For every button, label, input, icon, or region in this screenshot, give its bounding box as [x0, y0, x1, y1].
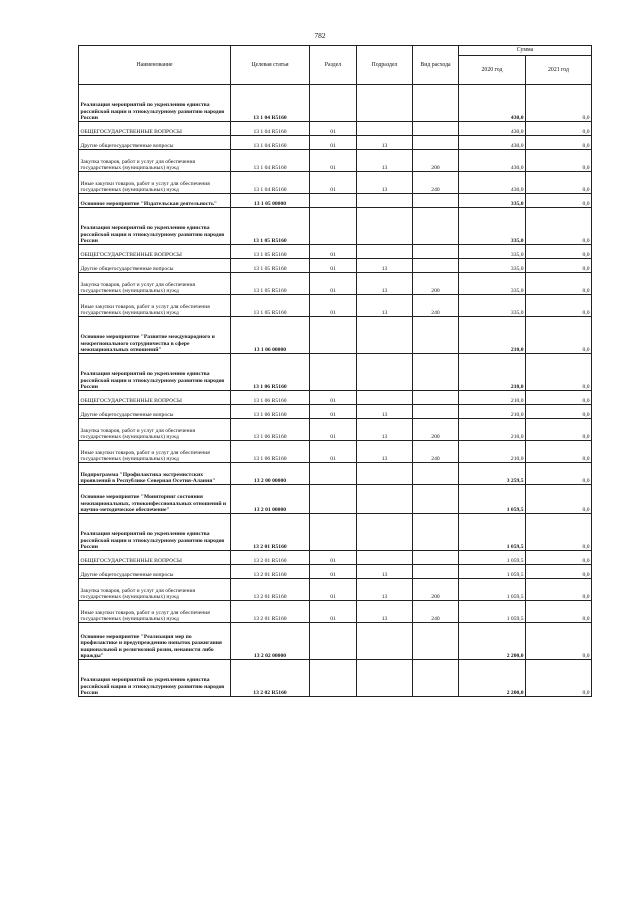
- cell-y2021: 0,0: [526, 259, 592, 273]
- cell-code: 13 1 05 R5160: [231, 295, 310, 317]
- cell-y2020: 430,0: [459, 150, 526, 172]
- cell-exp: [413, 259, 459, 273]
- cell-sub: 13: [357, 601, 413, 623]
- cell-sec: [310, 208, 357, 245]
- cell-sec: [310, 485, 357, 514]
- cell-y2020: 210,0: [459, 391, 526, 405]
- cell-sec: [310, 317, 357, 354]
- cell-sub: [357, 354, 413, 391]
- cell-exp: [413, 208, 459, 245]
- cell-name: Основное мероприятие "Реализация мер по профилактике и предупреждению попыток разжигания национальной и религиозной розни, ненависти либо вражды": [79, 623, 231, 660]
- cell-y2020: 335,0: [459, 208, 526, 245]
- cell-sec: 01: [310, 172, 357, 194]
- table-body: [79, 85, 592, 697]
- cell-code: 13 1 06 R5160: [231, 405, 310, 419]
- cell-name: Реализация мероприятий по укреплению единства российской нации и этнокультурному развитию народов России: [79, 354, 231, 391]
- table-row: [79, 245, 592, 259]
- table-row: [79, 405, 592, 419]
- cell-exp: 240: [413, 601, 459, 623]
- cell-exp: [413, 463, 459, 485]
- cell-y2020: 1 059,5: [459, 551, 526, 565]
- cell-name: ОБЩЕГОСУДАРСТВЕННЫЕ ВОПРОСЫ: [79, 122, 231, 136]
- cell-sub: [357, 317, 413, 354]
- cell-name: Иные закупки товаров, работ и услуг для обеспечения государственных (муниципальных) нужд: [79, 601, 231, 623]
- cell-exp: [413, 514, 459, 551]
- cell-y2021: 0,0: [526, 136, 592, 150]
- cell-y2020: 1 059,5: [459, 579, 526, 601]
- cell-code: 13 1 06 00000: [231, 317, 310, 354]
- cell-sec: 01: [310, 136, 357, 150]
- cell-y2020: 430,0: [459, 85, 526, 122]
- cell-sec: [310, 623, 357, 660]
- cell-exp: [413, 405, 459, 419]
- cell-y2021: 0,0: [526, 245, 592, 259]
- cell-code: 13 1 04 R5160: [231, 172, 310, 194]
- table-row: [79, 660, 592, 697]
- cell-name: Основное мероприятие "Развитие международного и межрегионального сотрудничества в сфере межнациональных отношений": [79, 317, 231, 354]
- cell-name: Другие общегосударственные вопросы: [79, 405, 231, 419]
- cell-code: 13 1 04 R5160: [231, 122, 310, 136]
- cell-sub: [357, 122, 413, 136]
- cell-sec: 01: [310, 405, 357, 419]
- cell-y2020: 335,0: [459, 194, 526, 208]
- cell-sub: 13: [357, 136, 413, 150]
- cell-y2021: 0,0: [526, 317, 592, 354]
- table-row: [79, 122, 592, 136]
- table-row: [79, 295, 592, 317]
- cell-y2020: 210,0: [459, 405, 526, 419]
- cell-y2020: 335,0: [459, 259, 526, 273]
- cell-exp: 200: [413, 579, 459, 601]
- cell-exp: [413, 317, 459, 354]
- cell-y2020: 210,0: [459, 354, 526, 391]
- table-row: [79, 623, 592, 660]
- cell-y2020: 430,0: [459, 122, 526, 136]
- cell-sec: 01: [310, 551, 357, 565]
- cell-sub: 13: [357, 579, 413, 601]
- cell-code: 13 1 05 R5160: [231, 245, 310, 259]
- cell-exp: [413, 85, 459, 122]
- cell-code: 13 1 05 R5160: [231, 273, 310, 295]
- cell-y2020: 210,0: [459, 419, 526, 441]
- cell-code: 13 1 06 R5160: [231, 354, 310, 391]
- table-row: [79, 441, 592, 463]
- table-row: [79, 579, 592, 601]
- cell-sec: 01: [310, 122, 357, 136]
- cell-sec: 01: [310, 391, 357, 405]
- header-subsection: Подраздел: [357, 46, 413, 85]
- cell-y2021: 0,0: [526, 441, 592, 463]
- cell-y2021: 0,0: [526, 463, 592, 485]
- cell-y2020: 1 059,5: [459, 485, 526, 514]
- cell-code: 13 2 00 00000: [231, 463, 310, 485]
- cell-sec: 01: [310, 565, 357, 579]
- cell-y2021: 0,0: [526, 565, 592, 579]
- cell-code: 13 1 04 R5160: [231, 150, 310, 172]
- cell-y2021: 0,0: [526, 660, 592, 697]
- cell-sub: 13: [357, 295, 413, 317]
- cell-sub: 13: [357, 419, 413, 441]
- cell-sub: [357, 485, 413, 514]
- cell-y2020: 430,0: [459, 136, 526, 150]
- cell-exp: 240: [413, 295, 459, 317]
- cell-y2021: 0,0: [526, 579, 592, 601]
- cell-sec: 01: [310, 150, 357, 172]
- header-section: Раздел: [310, 46, 357, 85]
- cell-name: ОБЩЕГОСУДАРСТВЕННЫЕ ВОПРОСЫ: [79, 551, 231, 565]
- cell-exp: 200: [413, 273, 459, 295]
- cell-y2020: 1 059,5: [459, 514, 526, 551]
- cell-sub: [357, 245, 413, 259]
- cell-sec: [310, 514, 357, 551]
- page-number: 782: [314, 31, 326, 40]
- cell-exp: [413, 245, 459, 259]
- cell-y2020: 2 200,0: [459, 660, 526, 697]
- cell-name: Иные закупки товаров, работ и услуг для обеспечения государственных (муниципальных) нужд: [79, 441, 231, 463]
- cell-y2020: 210,0: [459, 317, 526, 354]
- table-row: [79, 551, 592, 565]
- header-expense-type: Вид расхода: [413, 46, 459, 85]
- cell-code: 13 2 01 R5160: [231, 579, 310, 601]
- cell-sub: 13: [357, 565, 413, 579]
- cell-y2020: 335,0: [459, 295, 526, 317]
- cell-exp: [413, 565, 459, 579]
- cell-y2021: 0,0: [526, 295, 592, 317]
- cell-y2021: 0,0: [526, 551, 592, 565]
- cell-code: 13 1 05 R5160: [231, 208, 310, 245]
- cell-sub: 13: [357, 150, 413, 172]
- header-sum: Сумма: [459, 46, 592, 56]
- cell-exp: [413, 391, 459, 405]
- cell-name: Реализация мероприятий по укреплению единства российской нации и этнокультурному развитию народов России: [79, 660, 231, 697]
- header-year-2021: 2021 год: [526, 56, 592, 85]
- cell-sub: [357, 551, 413, 565]
- cell-code: 13 1 06 R5160: [231, 419, 310, 441]
- cell-y2021: 0,0: [526, 623, 592, 660]
- cell-y2020: 335,0: [459, 245, 526, 259]
- cell-exp: [413, 623, 459, 660]
- cell-sec: [310, 354, 357, 391]
- cell-exp: [413, 551, 459, 565]
- cell-sub: [357, 660, 413, 697]
- cell-name: Реализация мероприятий по укреплению единства российской нации и этнокультурному развитию народов России: [79, 514, 231, 551]
- cell-sub: [357, 208, 413, 245]
- table-row: [79, 391, 592, 405]
- cell-code: 13 1 06 R5160: [231, 391, 310, 405]
- cell-sec: 01: [310, 259, 357, 273]
- cell-y2021: 0,0: [526, 150, 592, 172]
- cell-sub: [357, 194, 413, 208]
- table-row: [79, 463, 592, 485]
- cell-exp: [413, 485, 459, 514]
- cell-y2020: 430,0: [459, 172, 526, 194]
- cell-sub: [357, 514, 413, 551]
- cell-y2020: 335,0: [459, 273, 526, 295]
- cell-sec: 01: [310, 273, 357, 295]
- cell-sub: [357, 623, 413, 660]
- cell-sub: 13: [357, 172, 413, 194]
- cell-exp: [413, 136, 459, 150]
- cell-y2021: 0,0: [526, 172, 592, 194]
- cell-y2021: 0,0: [526, 391, 592, 405]
- cell-y2020: 2 200,0: [459, 623, 526, 660]
- cell-y2021: 0,0: [526, 273, 592, 295]
- cell-exp: [413, 194, 459, 208]
- cell-code: 13 1 04 R5160: [231, 136, 310, 150]
- cell-name: Иные закупки товаров, работ и услуг для обеспечения государственных (муниципальных) нужд: [79, 172, 231, 194]
- cell-exp: [413, 122, 459, 136]
- cell-sub: 13: [357, 441, 413, 463]
- cell-y2021: 0,0: [526, 194, 592, 208]
- cell-code: 13 1 05 00000: [231, 194, 310, 208]
- table-row: [79, 172, 592, 194]
- cell-exp: [413, 660, 459, 697]
- cell-y2021: 0,0: [526, 122, 592, 136]
- table-row: [79, 485, 592, 514]
- cell-name: Закупка товаров, работ и услуг для обеспечения государственных (муниципальных) нужд: [79, 419, 231, 441]
- cell-code: 13 2 01 R5160: [231, 514, 310, 551]
- cell-y2020: 210,0: [459, 441, 526, 463]
- cell-exp: [413, 354, 459, 391]
- cell-exp: 240: [413, 441, 459, 463]
- cell-name: Иные закупки товаров, работ и услуг для обеспечения государственных (муниципальных) нужд: [79, 295, 231, 317]
- cell-name: Подпрограмма "Профилактика экстремистских проявлений в Республике Северная Осетия-Алания": [79, 463, 231, 485]
- cell-sec: 01: [310, 601, 357, 623]
- table-row: [79, 419, 592, 441]
- cell-name: Основное мероприятие "Издательская деятельность": [79, 194, 231, 208]
- cell-sec: [310, 194, 357, 208]
- cell-name: Другие общегосударственные вопросы: [79, 136, 231, 150]
- cell-name: Основное мероприятие "Мониторинг состояния межнациональных, этноконфессиональных отношений и научно-методическое обеспечение": [79, 485, 231, 514]
- cell-sec: 01: [310, 245, 357, 259]
- cell-code: 13 2 01 R5160: [231, 601, 310, 623]
- cell-name: Закупка товаров, работ и услуг для обеспечения государственных (муниципальных) нужд: [79, 579, 231, 601]
- cell-y2021: 0,0: [526, 514, 592, 551]
- cell-y2020: 1 059,5: [459, 565, 526, 579]
- cell-sub: [357, 463, 413, 485]
- cell-y2021: 0,0: [526, 419, 592, 441]
- cell-exp: 240: [413, 172, 459, 194]
- cell-code: 13 1 04 R5160: [231, 85, 310, 122]
- cell-y2020: 3 259,5: [459, 463, 526, 485]
- cell-sec: 01: [310, 441, 357, 463]
- cell-sec: 01: [310, 579, 357, 601]
- cell-code: 13 2 02 R5160: [231, 660, 310, 697]
- table-row: [79, 565, 592, 579]
- cell-sec: 01: [310, 419, 357, 441]
- cell-sec: 01: [310, 295, 357, 317]
- cell-sub: 13: [357, 259, 413, 273]
- cell-code: 13 2 01 R5160: [231, 551, 310, 565]
- table-row: [79, 136, 592, 150]
- cell-y2021: 0,0: [526, 485, 592, 514]
- header-name: Наименование: [79, 46, 231, 85]
- cell-name: Закупка товаров, работ и услуг для обеспечения государственных (муниципальных) нужд: [79, 150, 231, 172]
- table-row: [79, 194, 592, 208]
- cell-sec: [310, 85, 357, 122]
- cell-exp: 200: [413, 419, 459, 441]
- table-row: [79, 354, 592, 391]
- header-code: Целевая статья: [231, 46, 310, 85]
- cell-y2020: 1 059,5: [459, 601, 526, 623]
- cell-name: ОБЩЕГОСУДАРСТВЕННЫЕ ВОПРОСЫ: [79, 391, 231, 405]
- cell-y2021: 0,0: [526, 405, 592, 419]
- cell-sec: [310, 463, 357, 485]
- table-row: [79, 601, 592, 623]
- cell-name: Другие общегосударственные вопросы: [79, 565, 231, 579]
- cell-name: Закупка товаров, работ и услуг для обеспечения государственных (муниципальных) нужд: [79, 273, 231, 295]
- table-row: [79, 273, 592, 295]
- cell-code: 13 2 01 00000: [231, 485, 310, 514]
- cell-name: Реализация мероприятий по укреплению единства российской нации и этнокультурному развитию народов России: [79, 208, 231, 245]
- budget-table: [78, 45, 592, 697]
- table-row: [79, 514, 592, 551]
- cell-y2021: 0,0: [526, 208, 592, 245]
- table-row: [79, 85, 592, 122]
- cell-sub: [357, 391, 413, 405]
- cell-sub: [357, 85, 413, 122]
- cell-sec: [310, 660, 357, 697]
- cell-name: ОБЩЕГОСУДАРСТВЕННЫЕ ВОПРОСЫ: [79, 245, 231, 259]
- table-row: [79, 259, 592, 273]
- cell-code: 13 1 05 R5160: [231, 259, 310, 273]
- header-year-2020: 2020 год: [459, 56, 526, 85]
- cell-code: 13 2 01 R5160: [231, 565, 310, 579]
- table-row: [79, 317, 592, 354]
- table-row: [79, 208, 592, 245]
- cell-name: Другие общегосударственные вопросы: [79, 259, 231, 273]
- cell-code: 13 1 06 R5160: [231, 441, 310, 463]
- cell-sub: 13: [357, 405, 413, 419]
- cell-y2021: 0,0: [526, 601, 592, 623]
- cell-y2021: 0,0: [526, 85, 592, 122]
- cell-sub: 13: [357, 273, 413, 295]
- cell-exp: 200: [413, 150, 459, 172]
- table-row: [79, 150, 592, 172]
- cell-y2021: 0,0: [526, 354, 592, 391]
- cell-code: 13 2 02 00000: [231, 623, 310, 660]
- cell-name: Реализация мероприятий по укреплению единства российской нации и этнокультурному развитию народов России: [79, 85, 231, 122]
